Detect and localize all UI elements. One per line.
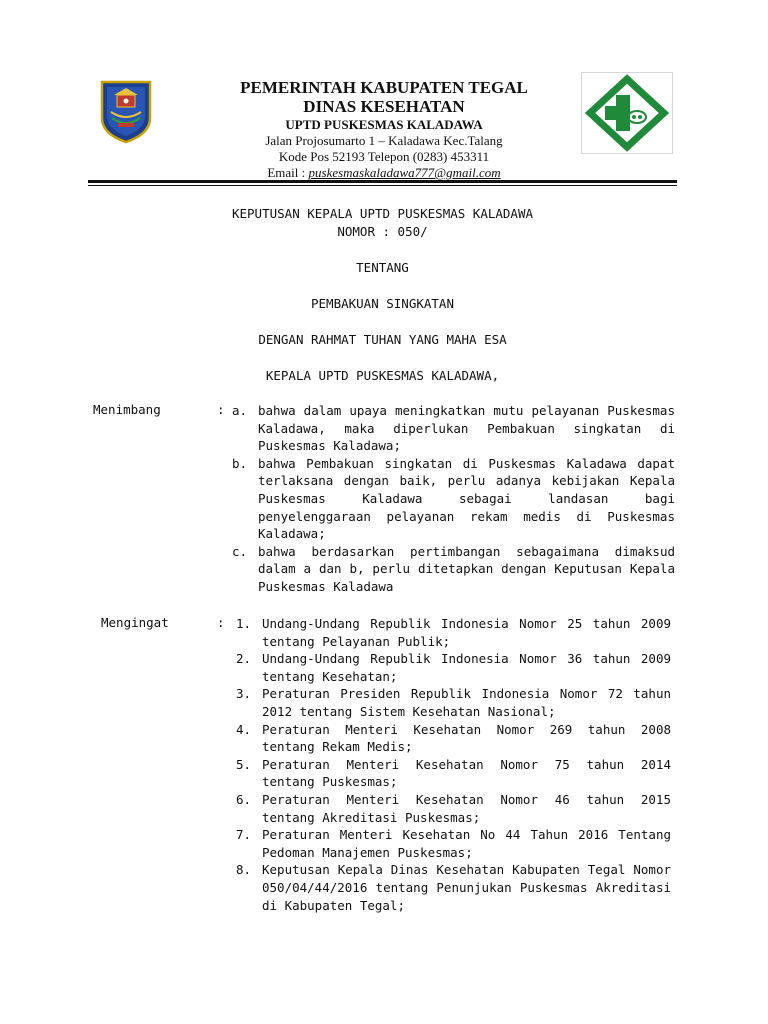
decree-kepala: KEPALA UPTD PUSKESMAS KALADAWA, — [265, 368, 500, 383]
list-item — [236, 721, 671, 756]
list-item — [236, 861, 671, 914]
decree-title — [88, 205, 677, 385]
letterhead-email-line — [198, 165, 570, 181]
letterhead-rule-thin — [88, 185, 677, 186]
menimbang-colon: : — [217, 402, 225, 417]
letterhead — [198, 78, 570, 181]
item-marker: 6. — [236, 791, 252, 807]
item-marker: 4. — [236, 721, 252, 737]
list-item — [232, 543, 675, 596]
mengingat-colon: : — [217, 615, 225, 630]
item-text: Peraturan Presiden Republik Indonesia Nomor 72 tahun 2012 tentang Sistem Kesehatan Nasional; — [262, 686, 671, 719]
letterhead-unit: UPTD PUSKESMAS KALADAWA — [285, 117, 483, 132]
item-marker: 2. — [236, 651, 252, 667]
letterhead-rule-thick — [88, 180, 677, 183]
list-item — [236, 685, 671, 720]
letterhead-postal: Kode Pos 52193 Telepon (0283) 453311 — [278, 149, 490, 164]
item-marker: b. — [232, 455, 248, 471]
list-item — [232, 402, 675, 455]
menimbang-list — [232, 402, 675, 596]
item-text: Peraturan Menteri Kesehatan No 44 Tahun 2016 Tentang Pedoman Manajemen Puskesmas; — [262, 827, 671, 860]
letterhead-address: Jalan Projosumarto 1 – Kaladawa Kec.Talang — [265, 133, 503, 148]
decree-number: NOMOR : 050/ — [337, 224, 428, 239]
item-marker: 5. — [236, 756, 252, 772]
decree-subject: PEMBAKUAN SINGKATAN — [311, 296, 454, 311]
item-marker: c. — [232, 543, 248, 559]
letterhead-agency: DINAS KESEHATAN — [303, 97, 465, 116]
mengingat-label: Mengingat — [101, 615, 169, 630]
mengingat-list — [236, 615, 671, 914]
menimbang-label: Menimbang — [93, 402, 161, 417]
list-item — [236, 756, 671, 791]
item-marker: a. — [232, 403, 248, 418]
letterhead-government: PEMERINTAH KABUPATEN TEGAL — [240, 78, 528, 97]
item-text: bahwa dalam upaya meningkatkan mutu pelayanan Puskesmas Kaladawa, maka diperlukan Pembakuan singkatan di Puskesmas Kaladawa; — [258, 403, 675, 454]
list-item — [236, 615, 671, 650]
item-text: Undang-Undang Republik Indonesia Nomor 36 tahun 2009 tentang Kesehatan; — [262, 651, 671, 684]
item-marker: 1. — [236, 616, 252, 631]
item-text: Peraturan Menteri Kesehatan Nomor 75 tahun 2014 tentang Puskesmas; — [262, 756, 671, 790]
list-item — [236, 791, 671, 826]
list-item — [232, 455, 675, 543]
email-link[interactable]: puskesmaskaladawa777@gmail.com — [308, 165, 501, 180]
item-text: bahwa Pembakuan singkatan di Puskesmas Kaladawa dapat terlaksana dengan baik, perlu adanya kebijakan Kepala Puskesmas Kaladawa sebagai landasan bagi penyelenggaraan pelayanan rekam medis di Puskesmas Kaladawa; — [258, 455, 675, 542]
item-marker: 3. — [236, 686, 252, 702]
item-marker: 8. — [236, 862, 252, 878]
decree-rahmat: DENGAN RAHMAT TUHAN YANG MAHA ESA — [258, 332, 507, 347]
item-text: Peraturan Menteri Kesehatan Nomor 46 tahun 2015 tentang Akreditasi Puskesmas; — [262, 791, 671, 825]
email-label: Email : — [267, 165, 309, 180]
item-text: bahwa berdasarkan pertimbangan sebagaimana dimaksud dalam a dan b, perlu ditetapkan dengan Keputusan Kepala Puskesmas Kaladawa — [258, 543, 675, 594]
item-text: Peraturan Menteri Kesehatan Nomor 269 tahun 2008 tentang Rekam Medis; — [262, 721, 671, 755]
list-item — [236, 826, 671, 861]
list-item — [236, 650, 671, 685]
item-text: Keputusan Kepala Dinas Kesehatan Kabupaten Tegal Nomor 050/04/44/2016 tentang Penunjukan Puskesmas Akreditasi di Kabupaten Tegal; — [262, 862, 671, 913]
decree-tentang: TENTANG — [356, 260, 409, 275]
item-marker: 7. — [236, 827, 252, 843]
coat-of-arms-icon — [100, 78, 152, 144]
item-text: Undang-Undang Republik Indonesia Nomor 25 tahun 2009 tentang Pelayanan Publik; — [262, 616, 671, 649]
decree-heading: KEPUTUSAN KEPALA UPTD PUSKESMAS KALADAWA — [231, 206, 534, 221]
puskesmas-logo-icon — [581, 72, 673, 154]
